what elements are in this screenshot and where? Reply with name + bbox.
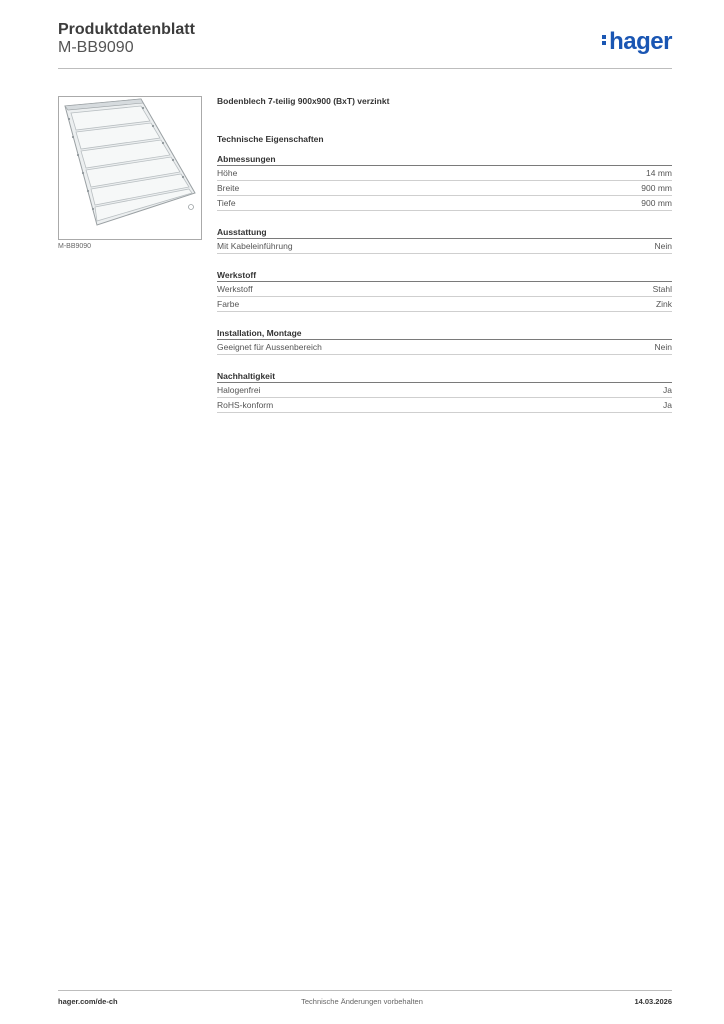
product-details — [217, 96, 672, 413]
property-row — [217, 282, 672, 297]
property-row — [217, 340, 672, 355]
group-title: Installation, Montage — [217, 328, 672, 340]
property-label: Tiefe — [217, 198, 236, 208]
product-title: Bodenblech 7-teilig 900x900 (BxT) verzinkt — [217, 96, 390, 106]
property-value: 900 mm — [641, 198, 672, 208]
group-ausstattung — [217, 227, 672, 254]
footer-disclaimer: Technische Änderungen vorbehalten — [301, 997, 423, 1006]
property-row — [217, 239, 672, 254]
property-row — [217, 166, 672, 181]
property-row — [217, 181, 672, 196]
property-label: Farbe — [217, 299, 240, 309]
property-label: Breite — [217, 183, 240, 193]
page-title: Produktdatenblatt — [58, 21, 195, 38]
property-row — [217, 383, 672, 398]
group-title: Ausstattung — [217, 227, 672, 239]
footer-divider — [58, 990, 672, 991]
property-value: Zink — [655, 299, 672, 309]
property-value: Ja — [663, 400, 672, 410]
property-row — [217, 297, 672, 312]
group-title: Abmessungen — [217, 154, 672, 166]
group-installation-montage — [217, 328, 672, 355]
footer-website[interactable]: hager.com/de-ch — [58, 997, 118, 1006]
group-abmessungen — [217, 154, 672, 211]
property-label: Werkstoff — [217, 284, 253, 294]
header-divider — [58, 68, 672, 69]
property-label: Höhe — [217, 168, 238, 178]
property-value: Stahl — [652, 284, 672, 294]
group-title: Nachhaltigkeit — [217, 371, 672, 383]
property-value: Ja — [663, 385, 672, 395]
product-code: M-BB9090 — [58, 39, 134, 56]
floor-plate-illustration — [59, 97, 201, 239]
property-value: Nein — [654, 342, 672, 352]
logo-dots-icon — [602, 33, 607, 47]
footer-date: 14.03.2026 — [634, 997, 672, 1006]
group-nachhaltigkeit — [217, 371, 672, 413]
image-caption: M-BB9090 — [58, 243, 92, 250]
property-label: Mit Kabeleinführung — [217, 241, 293, 251]
logo-text: hager — [609, 28, 672, 55]
group-werkstoff — [217, 270, 672, 312]
section-heading: Technische Eigenschaften — [217, 134, 324, 144]
property-label: RoHS-konform — [217, 400, 274, 410]
property-label: Halogenfrei — [217, 385, 261, 395]
property-value: 14 mm — [646, 168, 672, 178]
property-value: 900 mm — [641, 183, 672, 193]
property-row — [217, 398, 672, 413]
hager-logo — [602, 28, 672, 56]
property-value: Nein — [654, 241, 672, 251]
product-image — [58, 96, 202, 240]
property-label: Geeignet für Aussenbereich — [217, 342, 322, 352]
property-row — [217, 196, 672, 211]
group-title: Werkstoff — [217, 270, 672, 282]
